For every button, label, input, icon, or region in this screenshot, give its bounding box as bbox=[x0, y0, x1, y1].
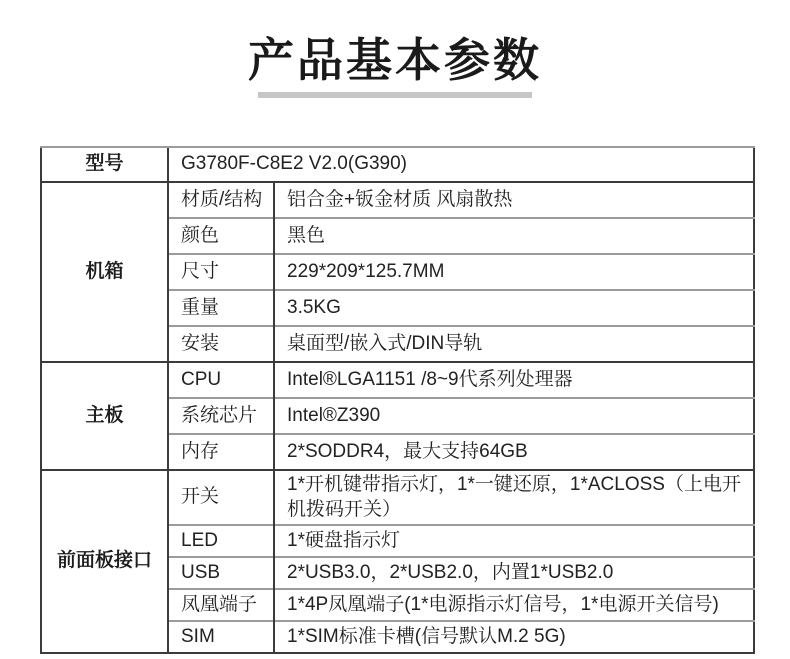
spec-label-cell: 尺寸 bbox=[168, 254, 274, 290]
spec-table bbox=[40, 146, 755, 654]
spec-value-cell: 桌面型/嵌入式/DIN导轨 bbox=[274, 326, 754, 362]
spec-value-cell: 1*SIM标准卡槽(信号默认M.2 5G) bbox=[274, 621, 754, 653]
spec-label-cell: USB bbox=[168, 557, 274, 589]
title-block bbox=[0, 0, 790, 98]
spec-row bbox=[41, 182, 754, 218]
spec-value-cell: 2*SODDR4，最大支持64GB bbox=[274, 434, 754, 470]
spec-value-cell: 2*USB3.0，2*USB2.0，内置1*USB2.0 bbox=[274, 557, 754, 589]
spec-value-cell: 1*硬盘指示灯 bbox=[274, 525, 754, 557]
spec-label-cell: 颜色 bbox=[168, 218, 274, 254]
model-value-cell: G3780F-C8E2 V2.0(G390) bbox=[168, 147, 754, 182]
model-row bbox=[41, 147, 754, 182]
spec-value-cell: 1*开机键带指示灯，1*一键还原，1*ACLOSS（上电开机拨码开关） bbox=[274, 470, 754, 525]
spec-label-cell: CPU bbox=[168, 362, 274, 398]
spec-label-cell: 材质/结构 bbox=[168, 182, 274, 218]
spec-value-cell: 229*209*125.7MM bbox=[274, 254, 754, 290]
page-title: 产品基本参数 bbox=[248, 34, 542, 86]
spec-row bbox=[41, 362, 754, 398]
section-label-cell-mainboard: 主板 bbox=[41, 362, 168, 470]
spec-value-cell: 1*4P凤凰端子(1*电源指示灯信号，1*电源开关信号) bbox=[274, 589, 754, 621]
section-label-cell-frontpanel: 前面板接口 bbox=[41, 470, 168, 653]
spec-label-cell: 凤凰端子 bbox=[168, 589, 274, 621]
spec-value-cell: 3.5KG bbox=[274, 290, 754, 326]
spec-value-cell: 铝合金+钣金材质 风扇散热 bbox=[274, 182, 754, 218]
model-label-cell: 型号 bbox=[41, 147, 168, 182]
spec-label-cell: LED bbox=[168, 525, 274, 557]
spec-label-cell: 安装 bbox=[168, 326, 274, 362]
spec-label-cell: 系统芯片 bbox=[168, 398, 274, 434]
spec-label-cell: 重量 bbox=[168, 290, 274, 326]
section-label-cell-chassis: 机箱 bbox=[41, 182, 168, 362]
spec-label-cell: SIM bbox=[168, 621, 274, 653]
spec-value-cell: 黑色 bbox=[274, 218, 754, 254]
spec-value-cell: Intel®LGA1151 /8~9代系列处理器 bbox=[274, 362, 754, 398]
title-underline-bar bbox=[258, 92, 532, 98]
spec-value-cell: Intel®Z390 bbox=[274, 398, 754, 434]
spec-label-cell: 开关 bbox=[168, 470, 274, 525]
spec-row bbox=[41, 470, 754, 525]
spec-label-cell: 内存 bbox=[168, 434, 274, 470]
